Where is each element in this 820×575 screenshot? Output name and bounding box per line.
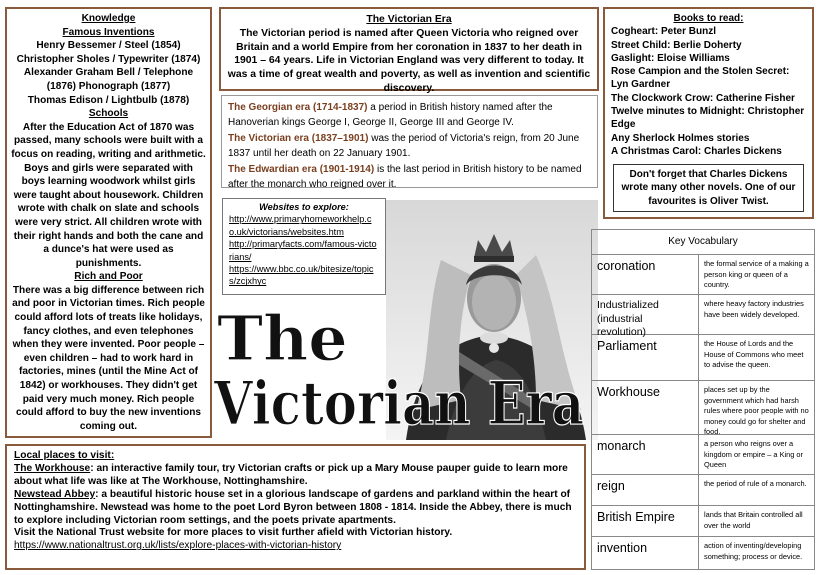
vocab-row [592, 335, 814, 381]
vocab-definition: places set up by the government which had harsh rules where poor people with no money could go for shelter and food. [704, 385, 809, 437]
websites-title: Websites to explore: [259, 202, 349, 212]
rich-poor-heading: Rich and Poor [74, 271, 143, 283]
vocab-row [592, 506, 814, 537]
invention-item: Alexander Graham Bell / Telephone (1876) Phonograph (1877) [23, 67, 194, 92]
era-name: The Georgian era (1714-1837) [228, 102, 368, 113]
vocab-definition: action of inventing/developing something; process or device. [704, 541, 803, 561]
key-vocabulary-table [591, 229, 815, 570]
vocab-term: Parliament [592, 335, 699, 380]
knowledge-panel [5, 7, 212, 438]
vocab-row [592, 435, 814, 475]
vocab-definition: the House of Lords and the House of Commons who meet to advise the queen. [704, 339, 804, 370]
invention-item: Thomas Edison / Lightbulb (1878) [27, 94, 190, 106]
vocabulary-title: Key Vocabulary [592, 230, 814, 255]
invention-item: Christopher Sholes / Typewriter (1874) [16, 53, 201, 65]
book-item: Cogheart: Peter Bunzl [611, 26, 717, 38]
era-item [228, 162, 591, 193]
knowledge-title: Knowledge [81, 13, 136, 24]
rich-poor-text: There was a big difference between rich and poor in Victorian times. Rich people could afford lots of treats like holidays, fancy clothes, and even telephones when they were invented. Poor people – even children – had to work hard in factories, mines (until the Mine Act of 1842) or workhouses. They didn't get paid very much money. Rich people could afford to buy the new inventions coming out. [12, 284, 205, 432]
era-name: The Victorian era (1837–1901) [228, 132, 369, 144]
book-item: Twelve minutes to Midnight: Christopher Edge [611, 106, 805, 131]
victorian-era-title-art [212, 298, 602, 438]
websites-panel [222, 198, 386, 295]
national-trust-text: Visit the National Trust website for more places to visit further afield with Victorian history. [14, 527, 453, 539]
workhouse-item [14, 463, 577, 489]
schools-text: After the Education Act of 1870 was passed, many schools were built with a focus on reading, writing and arithmetic. Boys and girls were separated with boys learning woodwork whilst girls were taught about housework. Children wrote with chalk on slate and schools were very strict. All children wrote with their right hands and both the cane and a dunce's hat were used as punishments. [11, 121, 206, 269]
era-item [228, 131, 591, 162]
books-title: Books to read: [673, 13, 744, 24]
vocab-definition: lands that Britain controlled all over the world [704, 510, 803, 530]
book-item: Gaslight: Eloise Williams [611, 52, 730, 64]
website-link[interactable]: http://www.primaryhomeworkhelp.co.uk/victorians/websites.htm [229, 214, 372, 237]
schools-heading: Schools [88, 108, 129, 120]
website-link[interactable]: http://primaryfacts.com/famous-victorians/ [229, 239, 377, 262]
inventions-heading: Famous Inventions [62, 26, 155, 38]
vocab-row [592, 475, 814, 506]
vocab-definition: a person who reigns over a kingdom or empire – a King or Queen [704, 439, 804, 470]
vocab-definition: where heavy factory industries have been widely developed. [704, 299, 804, 319]
vocab-term: invention [592, 537, 699, 569]
vocab-row [592, 255, 814, 295]
era-name: The Edwardian era (1901-1914) [228, 163, 375, 175]
book-item: The Clockwork Crow: Catherine Fisher [611, 92, 795, 104]
national-trust-link[interactable]: https://www.nationaltrust.org.uk/lists/explore-places-with-victorian-history [14, 540, 342, 552]
vocab-term: British Empire [592, 506, 699, 536]
title-art-line1: The [217, 302, 348, 375]
victorian-era-intro [219, 7, 599, 94]
era-item [228, 100, 591, 131]
books-panel [603, 7, 814, 219]
vocab-definition: the period of rule of a monarch. [704, 479, 807, 488]
book-item: A Christmas Carol: Charles Dickens [611, 145, 782, 157]
dickens-note: Don't forget that Charles Dickens wrote many other novels. One of our favourites is Oliver Twist. [613, 164, 804, 212]
workhouse-text: : an interactive family tour, try Victorian crafts or pick up a Mary Mouse pauper guide to learn more about what life was like at The Workhouse, Nottinghamshire. [14, 462, 568, 487]
vocab-term: Workhouse [592, 381, 699, 434]
book-item: Street Child: Berlie Doherty [611, 39, 742, 51]
website-link[interactable]: https://www.bbc.co.uk/bitesize/topics/zcjxhyc [229, 264, 374, 287]
newstead-item [14, 489, 577, 528]
book-item: Any Sherlock Holmes stories [611, 132, 750, 144]
vocab-term: coronation [592, 255, 699, 294]
vocab-term: monarch [592, 435, 699, 474]
local-heading: Local places to visit: [14, 450, 115, 461]
vocab-row [592, 295, 814, 338]
newstead-text: : a beautiful historic house set in a glorious landscape of gardens and parkland within the heart of Nottinghamshire. Newstead was home to the poet Lord Byron between 1808 - 1814. Inside the Abbey, there is much to explore including Victorian room settings, and the poets private apartments. [14, 488, 572, 526]
vocab-row [592, 381, 814, 435]
vocab-row [592, 537, 814, 569]
title-art-line2: Victorian Era [213, 369, 584, 438]
vocab-term: Industrialized (industrial revolution) [592, 295, 699, 334]
eras-panel [221, 95, 598, 191]
vocab-definition: the formal service of a making a person king or queen of a country. [704, 259, 809, 290]
era-text: is the last period in British history to be named after the monarch who reigned over it. [228, 163, 582, 191]
intro-title: The Victorian Era [366, 14, 452, 25]
era-text: a period in British history named after the Hanoverian kings George I, George II, George III and George IV. [228, 102, 553, 129]
workhouse-name: The Workhouse [14, 462, 91, 474]
local-places-panel [5, 444, 586, 570]
era-text: was the period of Victoria's reign, from 20 June 1837 until her death on 22 January 1901. [228, 132, 580, 160]
intro-text: The Victorian period is named after Queen Victoria who reigned over Britain and a world Empire from her coronation in 1837 to her death in 1901 – 64 years. Life in Victorian England was very different to today. It was a time of great wealth and poverty, as well as invention and scientific discovery. [227, 27, 591, 94]
invention-item: Henry Bessemer / Steel (1854) [36, 40, 181, 52]
vocab-term: reign [592, 475, 699, 505]
newstead-name: Newstead Abbey [14, 488, 96, 500]
book-item: Rose Campion and the Stolen Secret: Lyn Gardner [611, 66, 790, 91]
